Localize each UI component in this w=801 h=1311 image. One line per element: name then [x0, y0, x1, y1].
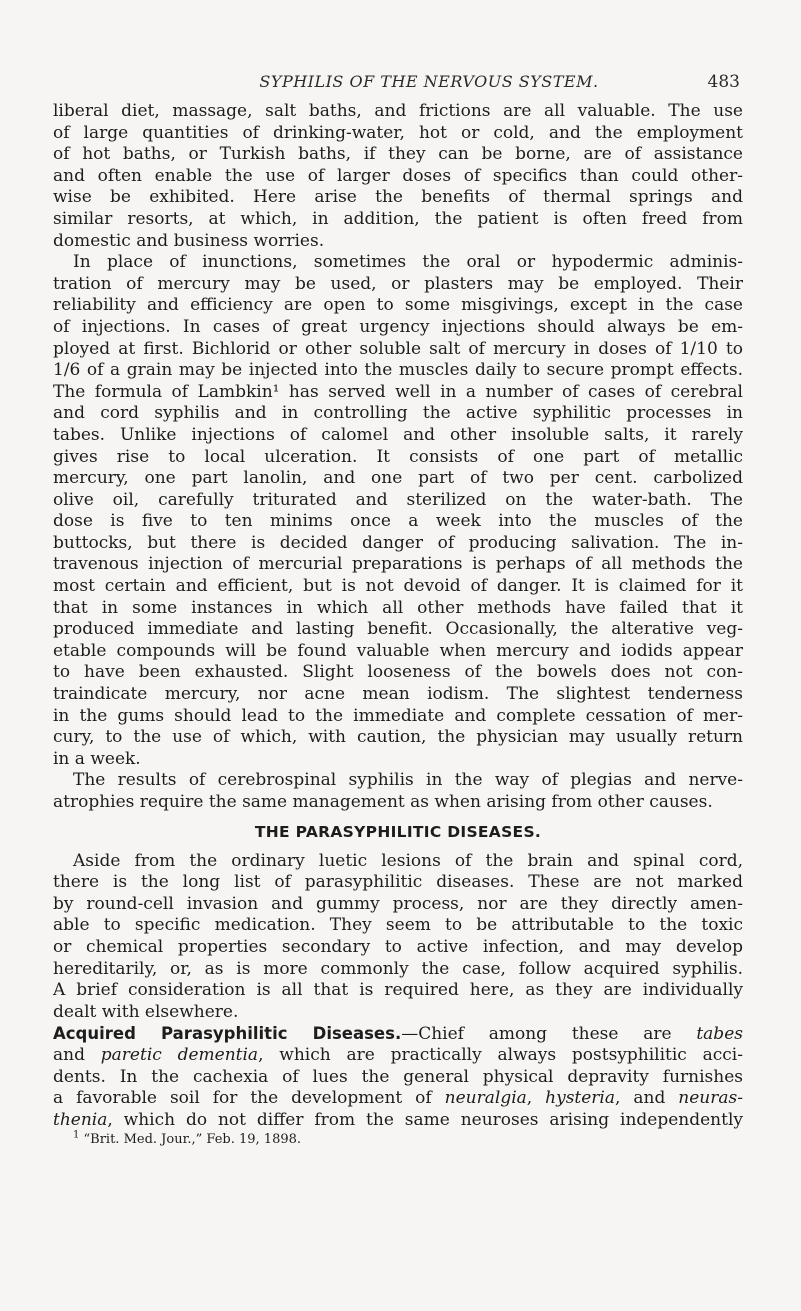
text-line	[53, 1045, 743, 1067]
text-line: A brief consideration is all that is required here, as they are individually	[53, 980, 743, 1001]
text-line: that in some instances in which all other methods have failed that it	[53, 597, 743, 618]
text-span: and	[53, 1044, 101, 1065]
section-heading: THE PARASYPHILITIC DISEASES.	[254, 822, 542, 841]
text-line: mercury, one part lanolin, and one part of two per cent. carbolized	[53, 468, 743, 489]
text-line: there is the long list of parasyphilitic diseases. These are not marked	[53, 872, 743, 893]
text-line: traindicate mercury, nor acne mean iodism. The slightest tenderness	[53, 684, 743, 705]
text-line: tabes. Unlike injections of calomel and other insoluble salts, it rarely	[53, 424, 743, 445]
text-span: , which do not differ from the same neuroses arising independently	[107, 1109, 743, 1130]
text-line: dose is five to ten minims once a week into the muscles of the	[53, 511, 743, 532]
emphasis-term: neuralgia	[444, 1088, 527, 1109]
emphasis-term: paretic dementia	[100, 1044, 259, 1065]
text-line: olive oil, carefully triturated and sterilized on the water-bath. The	[53, 489, 743, 510]
text-line: The formula of Lambkin¹ has served well in a number of cases of cerebral	[53, 381, 743, 402]
text-line: liberal diet, massage, salt baths, and frictions are all valuable. The use	[53, 101, 743, 121]
paragraph-results	[53, 770, 743, 813]
text-line: of hot baths, or Turkish baths, if they can be borne, are of assistance	[53, 144, 743, 165]
text-line	[53, 1088, 743, 1110]
text-line: 1/6 of a grain may be injected into the muscles daily to secure prompt effects.	[53, 360, 743, 381]
text-line: hereditarily, or, as is more commonly the case, follow acquired syphilis.	[53, 958, 743, 979]
text-line: Aside from the ordinary luetic lesions of the brain and spinal cord,	[73, 850, 743, 871]
text-line: tration of mercury may be used, or plasters may be employed. Their	[53, 273, 743, 294]
footnote-marker: 1	[73, 1129, 80, 1141]
emphasis-term: neuras-	[678, 1088, 743, 1109]
emphasis-term: thenia	[53, 1109, 108, 1130]
text-line: similar resorts, at which, in addition, the patient is often freed from	[53, 208, 743, 229]
text-line: in the gums should lead to the immediate and complete cessation of mer-	[53, 705, 743, 726]
text-line: domestic and business worries.	[53, 230, 325, 251]
paragraph-inunctions	[53, 252, 743, 770]
emphasis-term: hysteria	[545, 1088, 616, 1109]
text-line: of large quantities of drinking-water, hot or cold, and the employment	[53, 122, 743, 143]
paragraph-aside	[53, 851, 743, 1024]
text-line: in a week.	[53, 748, 141, 769]
running-head	[118, 72, 740, 94]
text-line: travenous injection of mercurial preparations is perhaps of all methods the	[53, 554, 743, 575]
text-line: to have been exhausted. Slight looseness of the bowels does not con-	[53, 662, 743, 683]
text-line: cury, to the use of which, with caution, the physician may usually return	[53, 727, 743, 748]
text-line: wise be exhibited. Here arise the benefits of thermal springs and	[53, 187, 743, 208]
text-line: of injections. In cases of great urgency injections should always be em-	[53, 316, 743, 337]
running-title: SYPHILIS OF THE NERVOUS SYSTEM.	[259, 72, 599, 91]
text-span: a favorable soil for the development of	[53, 1088, 445, 1109]
text-line: The results of cerebrospinal syphilis in the way of plegias and nerve-	[73, 770, 743, 791]
text-line	[53, 1110, 743, 1132]
text-line: and often enable the use of larger doses of specifics than could other-	[53, 165, 743, 186]
text-span: —Chief among these are	[401, 1024, 697, 1045]
paragraph-acquired	[53, 1023, 743, 1131]
runin-heading: Acquired Parasyphilitic Diseases.	[53, 1024, 402, 1044]
text-line: dents. In the cachexia of lues the general physical depravity furnishes	[53, 1066, 743, 1087]
paragraph-liberal-diet	[53, 101, 743, 252]
text-line: able to specific medication. They seem to be attributable to the toxic	[53, 915, 743, 936]
text-line: dealt with elsewhere.	[53, 1001, 239, 1022]
text-line: produced immediate and lasting benefit. Occasionally, the alterative veg-	[53, 619, 743, 640]
text-span: , which are practically always postsyphilitic acci-	[258, 1044, 743, 1065]
emphasis-term: tabes	[696, 1024, 743, 1045]
text-line: etable compounds will be found valuable when mercury and iodids appear	[53, 640, 743, 661]
text-line: by round-cell invasion and gummy process, nor are they directly amen-	[53, 893, 743, 914]
footnote-text: “Brit. Med. Jour.,” Feb. 19, 1898.	[83, 1132, 302, 1148]
text-line: ployed at first. Bichlorid or other soluble salt of mercury in doses of 1/10 to	[53, 338, 743, 359]
text-line: or chemical properties secondary to active infection, and may develop	[53, 936, 743, 957]
text-line: In place of inunctions, sometimes the oral or hypodermic adminis-	[73, 252, 743, 273]
text-line: buttocks, but there is decided danger of producing salivation. The in-	[53, 532, 743, 553]
text-line: most certain and efficient, but is not devoid of danger. It is claimed for it	[53, 576, 743, 597]
text-line	[53, 1023, 743, 1045]
footnote	[53, 1131, 743, 1149]
page-number: 483	[707, 72, 740, 92]
text-line: and cord syphilis and in controlling the active syphilitic processes in	[53, 403, 743, 424]
text-line: atrophies require the same management as when arising from other causes.	[53, 792, 713, 812]
text-span: ,	[526, 1088, 546, 1109]
text-line: reliability and efficiency are open to some misgivings, except in the case	[53, 295, 743, 316]
body-text	[53, 101, 743, 1149]
text-span: , and	[615, 1088, 679, 1109]
text-line: gives rise to local ulceration. It consists of one part of metallic	[53, 446, 743, 467]
